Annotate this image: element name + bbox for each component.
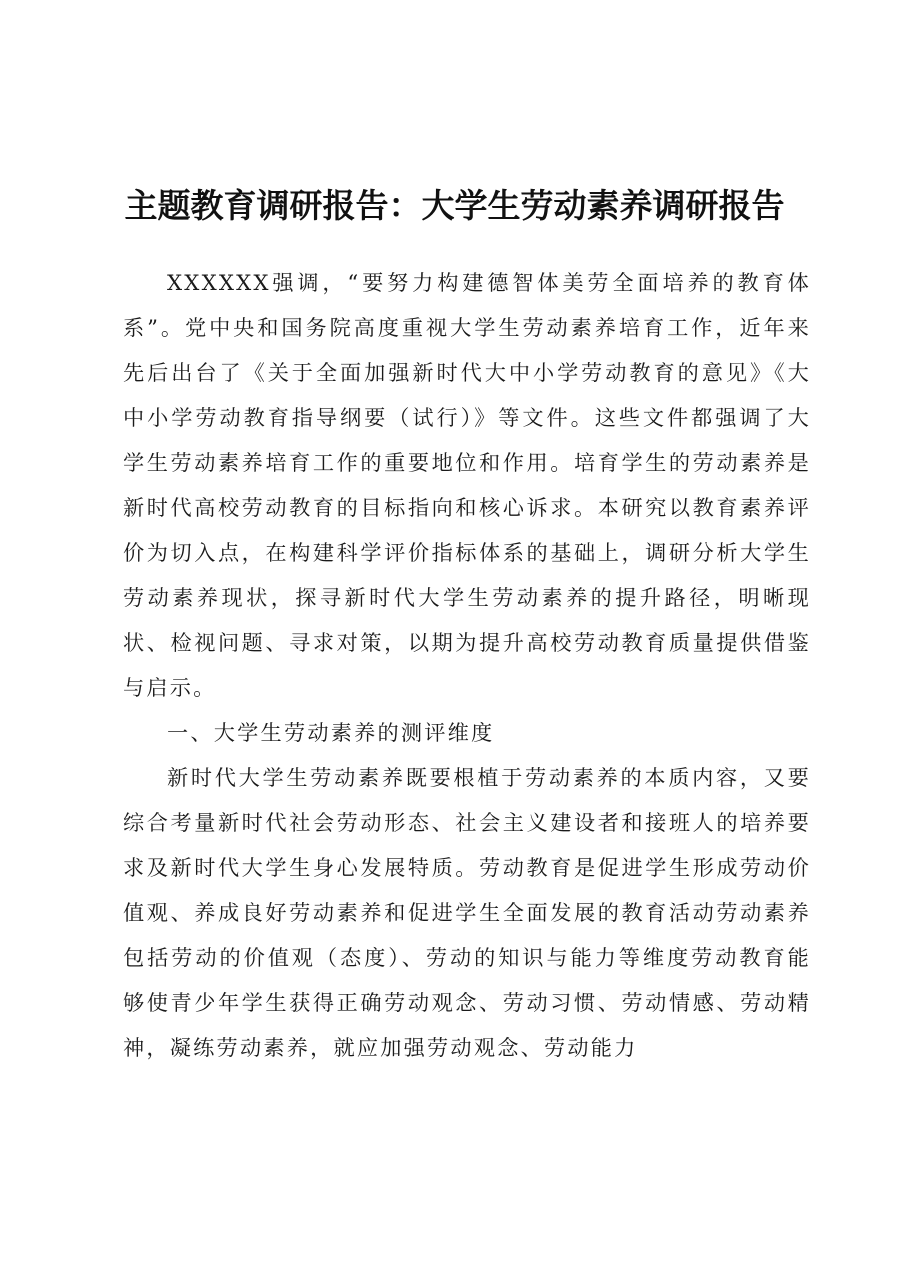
intro-paragraph: XXXXXX强调，“要努力构建德智体美劳全面培养的教育体系”。党中央和国务院高度重视大学生劳动素养培育工作，近年来先后出台了《关于全面加强新时代大中小学劳动教育的意见》《大中小学劳动教育指导纲要（试行）》等文件。这些文件都强调了大学生劳动素养培育工作的重要地位和作用。培育学生的劳动素养是新时代高校劳动教育的目标指向和核心诉求。本研究以教育素养评价为切入点，在构建科学评价指标体系的基础上，调研分析大学生劳动素养现状，探寻新时代大学生劳动素养的提升路径，明晰现状、检视问题、寻求对策，以期为提升高校劳动教育质量提供借鉴与启示。 — [123, 270, 811, 700]
document-body — [123, 260, 811, 1070]
section-paragraph: 新时代大学生劳动素养既要根植于劳动素养的本质内容，又要综合考量新时代社会劳动形态、社会主义建设者和接班人的培养要求及新时代大学生身心发展特质。劳动教育是促进学生形成劳动价值观、养成良好劳动素养和促进学生全面发展的教育活动劳动素养包括劳动的价值观（态度）、劳动的知识与能力等维度劳动教育能够使青少年学生获得正确劳动观念、劳动习惯、劳动情感、劳动精神，凝练劳动素养，就应加强劳动观念、劳动能力 — [123, 765, 811, 1060]
document-title: 主题教育调研报告：大学生劳动素养调研报告 — [124, 186, 785, 225]
section-heading: 一、大学生劳动素养的测评维度 — [167, 720, 495, 745]
